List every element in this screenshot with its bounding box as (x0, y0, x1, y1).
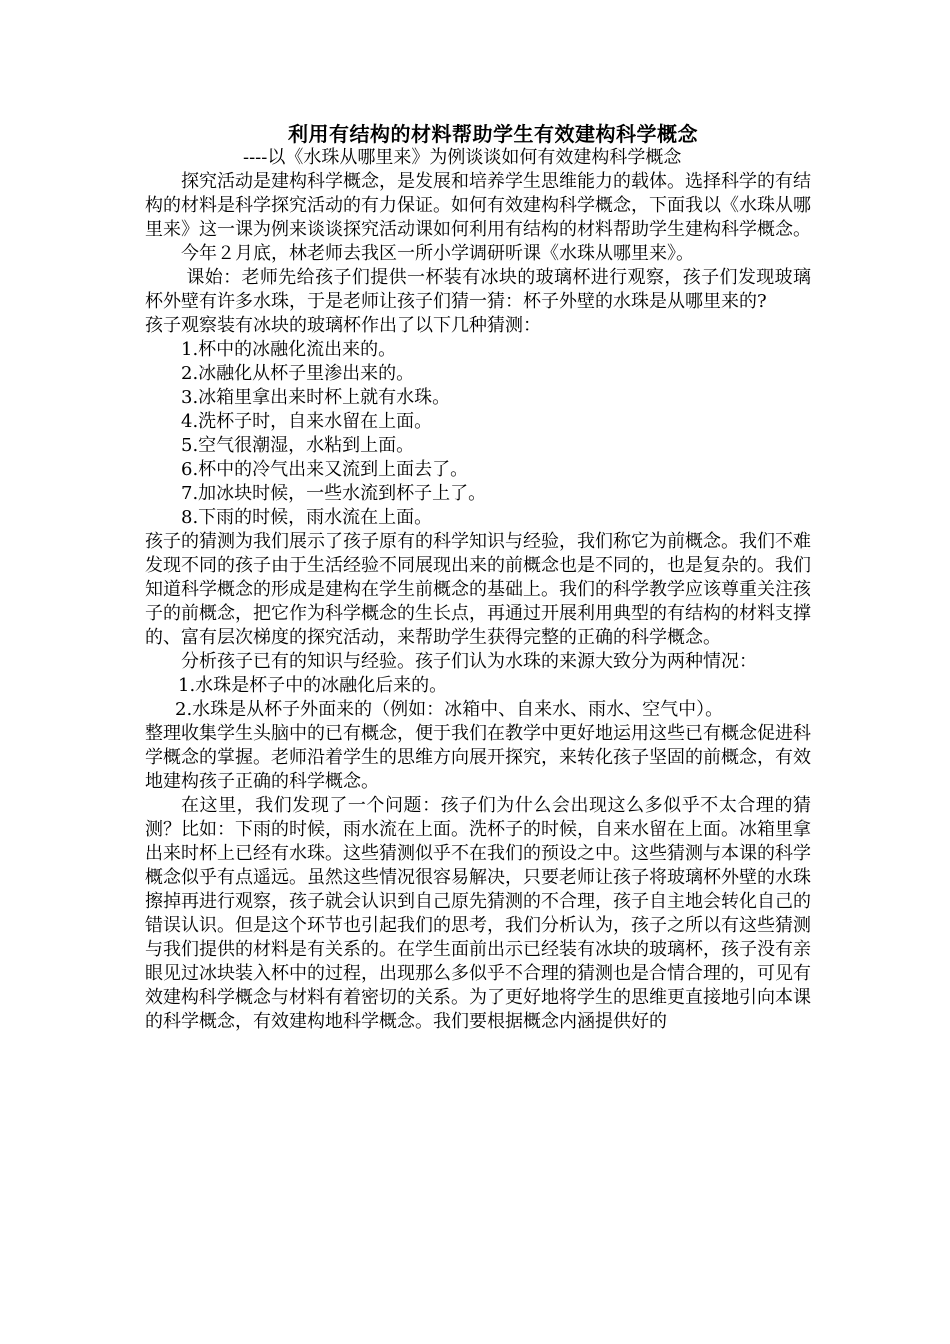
source-item: 1.水珠是杯子中的冰融化后来的。 (178, 675, 448, 696)
guess-item: 6.杯中的冷气出来又流到上面去了。 (181, 459, 469, 480)
reflection-paragraph: 在这里，我们发现了一个问题：孩子们为什么会出现这么多似乎不太合理的猜测？比如：下雨的时候，雨水流在上面。洗杯子的时候，自来水留在上面。冰箱里拿出来时杯上已经有水珠。这些猜测似乎不在我们的预设之中。这些猜测与本课的科学概念似乎有点遥远。虽然这些情况很容易解决，只要老师让孩子将玻璃杯外壁的水珠擦掉再进行观察，孩子就会认识到自己原先猜测的不合理，孩子自主地会转化自己的错误认识。但是这个环节也引起我们的思考，我们分析认为，孩子之所以有这些猜测与我们提供的材料是有关系的。在学生面前出示已经装有冰块的玻璃杯，孩子没有亲眼见过冰块装入杯中的过程，出现那么多似乎不合理的猜测也是合情合理的，可见有效建构科学概念与材料有着密切的关系。为了更好地将学生的思维更直接地引向本课的科学概念，有效建构地科学概念。我们要根据概念内涵提供好的 (145, 795, 811, 1032)
analysis-paragraph: 分析孩子已有的知识与经验。孩子们认为水珠的来源大致分为两种情况： (181, 651, 757, 672)
context-paragraph: 今年２月底，林老师去我区一所小学调研听课《水珠从哪里来》。 (181, 243, 694, 264)
guess-item: 3.冰箱里拿出来时杯上就有水珠。 (181, 387, 451, 408)
lesson-start-paragraph: 课始：老师先给孩子们提供一杯装有冰块的玻璃杯进行观察，孩子们发现玻璃杯外壁有许多水珠，于是老师让孩子们猜一猜：杯子外壁的水珠是从哪里来的? (145, 267, 811, 312)
intro-paragraph: 探究活动是建构科学概念，是发展和培养学生思维能力的载体。选择科学的有结构的材料是科学探究活动的有力保证。如何有效建构科学概念，下面我以《水珠从哪里来》这一课为例来谈谈探究活动课如何利用有结构的材料帮助学生建构科学概念。 (145, 171, 811, 240)
guess-item: 4.洗杯子时，自来水留在上面。 (181, 411, 433, 432)
guess-item: 2.冰融化从杯子里渗出来的。 (181, 363, 415, 384)
document-title: 利用有结构的材料帮助学生有效建构科学概念 (288, 122, 698, 146)
document-subtitle: ----以《水珠从哪里来》为例谈谈如何有效建构科学概念 (243, 147, 682, 168)
guess-item: 8.下雨的时候，雨水流在上面。 (181, 507, 433, 528)
guess-item: 5.空气很潮湿，水粘到上面。 (181, 435, 415, 456)
guess-item: 7.加冰块时候，一些水流到杯子上了。 (181, 483, 487, 504)
document-page (145, 122, 811, 1034)
guess-item: 1.杯中的冰融化流出来的。 (181, 339, 397, 360)
guesses-intro: 孩子观察装有冰块的玻璃杯作出了以下几种猜测： (145, 315, 541, 336)
preconception-paragraph: 孩子的猜测为我们展示了孩子原有的科学知识与经验，我们称它为前概念。我们不难发现不同的孩子由于生活经验不同展现出来的前概念也是不同的，也是复杂的。我们知道科学概念的形成是建构在学生前概念的基础上。我们的科学教学应该尊重关注孩子的前概念，把它作为科学概念的生长点，再通过开展利用典型的有结构的材料支撑的、富有层次梯度的探究活动，来帮助学生获得完整的正确的科学概念。 (145, 531, 811, 648)
source-item: 2.水珠是从杯子外面来的（例如：冰箱中、自来水、雨水、空气中）。 (175, 699, 724, 720)
summary-paragraph: 整理收集学生头脑中的已有概念，便于我们在教学中更好地运用这些已有概念促进科学概念的掌握。老师沿着学生的思维方向展开探究，来转化孩子坚固的前概念，有效地建构孩子正确的科学概念。 (145, 723, 811, 792)
